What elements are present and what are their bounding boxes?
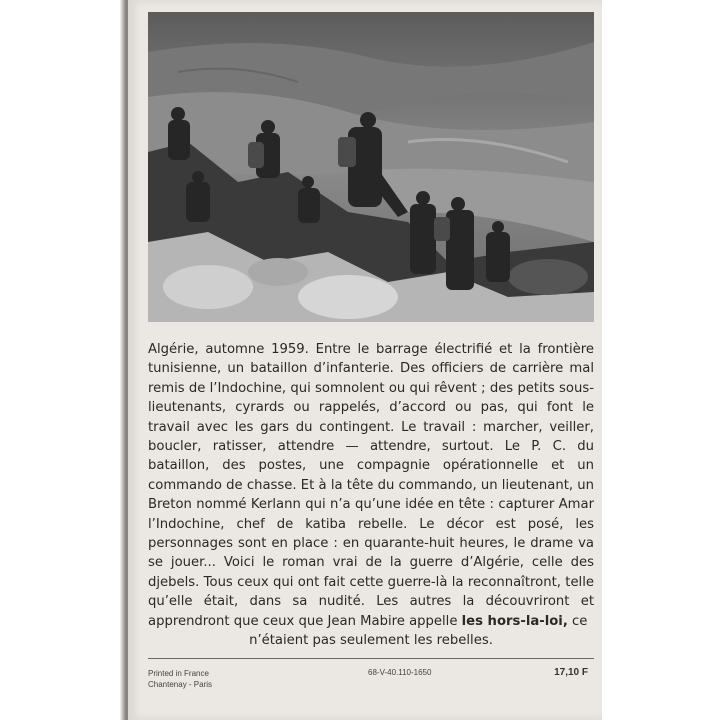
back-cover-blurb (148, 340, 594, 651)
book-back-cover (126, 0, 602, 720)
soldiers-on-rocky-slope-photo (148, 12, 594, 322)
cover-photo (148, 12, 594, 322)
printer-info (148, 668, 212, 690)
blurb-text-after: ce (567, 613, 588, 629)
footer-divider (148, 658, 594, 659)
blurb-text: Algérie, automne 1959. Entre le barrage électrifié et la frontière tunisienne, un bataillon d’infanterie. Des officiers de carrière mal remis de l’Indochine, qui somnolent ou qui rêvent ; des petits sous-lieutenants, cyrards ou rappelés, d’accord ou pas, qui font le travail avec les gars du contingent. Le travail : marcher, veiller, boucler, ratisser, attendre — attendre, surtout. Le P. C. du bataillon, des postes, une compagnie opérationnelle et un commando de chasse. Et à la tête du commando, un lieutenant, un Breton nommé Kerlann qui n’a qu’une idée en tête : capturer Amar l’Indochine, chef de katiba rebelle. Le décor est posé, les personnages sont en place : en quarante-huit heures, le drame va se jouer... Voici le roman vrai de la guerre d’Algérie, celle des djebels. Tous ceux qui ont fait cette guerre-là la reconnaîtront, telle qu’elle était, dans sa nudité. Les autres la découvriront et apprendront que ceux que Jean Mabire appelle (148, 342, 594, 629)
printed-in-label: Printed in France (148, 669, 209, 678)
catalog-number: 68-V-40.110-1650 (368, 668, 432, 677)
price-label: 17,10 F (554, 667, 588, 678)
blurb-title-bold: les hors-la-loi, (461, 613, 568, 629)
printer-place: Chantenay - Paris (148, 680, 213, 689)
blurb-last-line: n’étaient pas seulement les rebelles. (249, 633, 493, 649)
